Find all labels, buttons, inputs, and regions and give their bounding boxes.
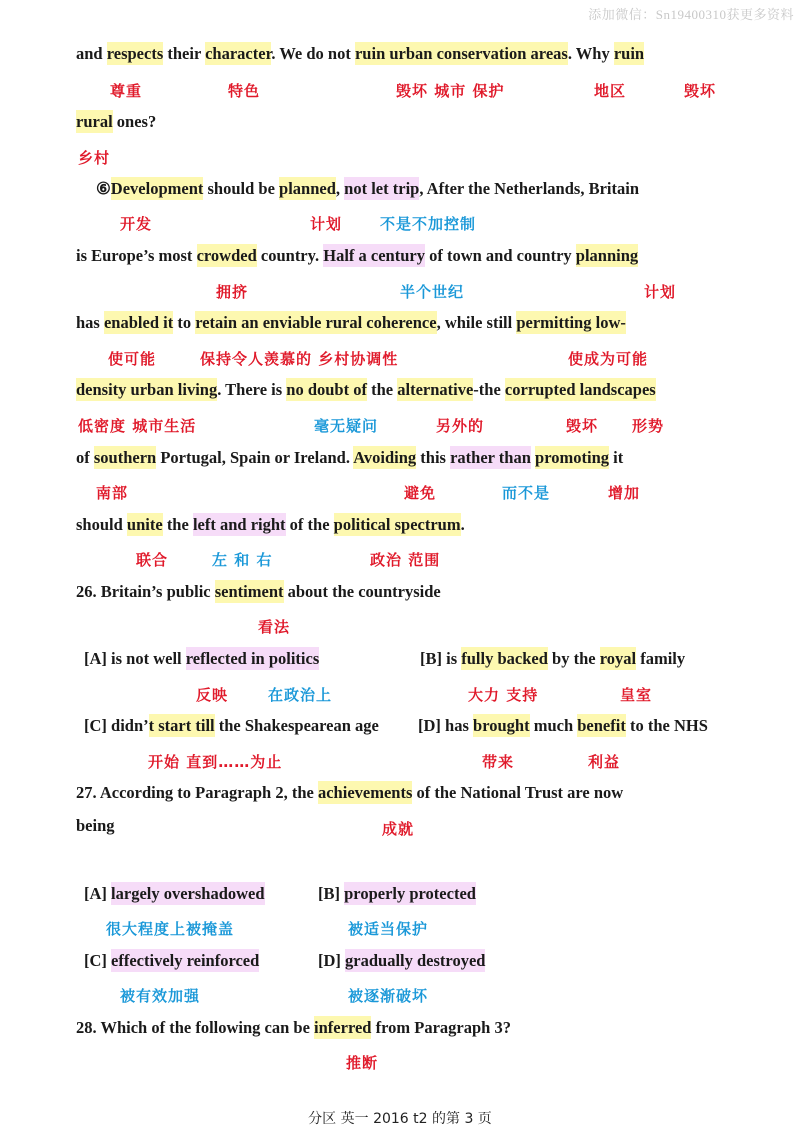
- annotation: 尊重: [110, 82, 143, 100]
- annotation: 很大程度上被掩盖: [106, 920, 235, 938]
- annotation: 计划: [310, 215, 343, 233]
- annotation: 地区: [594, 82, 627, 100]
- annotation: 开始 直到……为止: [148, 753, 283, 771]
- annotation: 被有效加强: [120, 987, 201, 1005]
- q27-option-a[interactable]: [A] largely overshadowed: [84, 884, 265, 903]
- annotation: 不是不加控制: [380, 215, 477, 233]
- annotation: 在政治上: [268, 686, 333, 704]
- annotation: 左 和 右: [212, 551, 273, 569]
- passage-line-5: has enabled it to retain an enviable rural coherence, while still permitting low-: [76, 313, 626, 332]
- annotation: 形势: [632, 417, 665, 435]
- annotation: 计划: [644, 283, 677, 301]
- annotation: 低密度 城市生活: [78, 417, 197, 435]
- annotation: 毁坏: [566, 417, 599, 435]
- annotation: 被逐渐破坏: [348, 987, 429, 1005]
- annotation: 乡村: [78, 149, 111, 167]
- annotation: 特色: [228, 82, 261, 100]
- passage-line-7: of southern Portugal, Spain or Ireland. Avoiding this rather than promoting it: [76, 448, 624, 467]
- question-27-stem-cont: being: [76, 816, 115, 835]
- annotation: 保持令人羡慕的 乡村协调性: [200, 350, 399, 368]
- q27-option-d[interactable]: [D] gradually destroyed: [318, 951, 486, 970]
- annotation: 避免: [404, 484, 437, 502]
- annotation: 使成为可能: [568, 350, 649, 368]
- passage-line-4: is Europe’s most crowded country. Half a century of town and country planning: [76, 246, 639, 265]
- q27-option-b[interactable]: [B] properly protected: [318, 884, 476, 903]
- annotation: 毁坏 城市 保护: [396, 82, 505, 100]
- annotation: 毫无疑问: [314, 417, 379, 435]
- annotation: 使可能: [108, 350, 157, 368]
- annotation: 大力 支持: [468, 686, 539, 704]
- annotation: 另外的: [436, 417, 485, 435]
- passage-line-2: rural ones?: [76, 112, 157, 131]
- annotation: 毁坏: [684, 82, 717, 100]
- annotation: 半个世纪: [400, 283, 465, 301]
- annotation: 增加: [608, 484, 641, 502]
- annotation: 开发: [120, 215, 153, 233]
- annotation: 看法: [258, 618, 291, 636]
- q26-option-d[interactable]: [D] has brought much benefit to the NHS: [418, 716, 708, 735]
- question-26-stem: 26. Britain’s public sentiment about the countryside: [76, 582, 441, 601]
- watermark: 添加微信：Sn19400310获更多资料: [588, 7, 794, 22]
- annotation: 政治 范围: [370, 551, 441, 569]
- question-28-stem: 28. Which of the following can be inferred from Paragraph 3?: [76, 1018, 511, 1037]
- annotation: 成就: [382, 820, 415, 838]
- q27-option-c[interactable]: [C] effectively reinforced: [84, 951, 260, 970]
- annotation: 皇室: [620, 686, 653, 704]
- page-footer: 分区 英一 2016 t2 的第 3 页: [308, 1111, 492, 1127]
- annotation: 南部: [96, 484, 129, 502]
- annotation: 推断: [346, 1054, 379, 1072]
- question-27-stem: 27. According to Paragraph 2, the achievements of the National Trust are now: [76, 783, 624, 802]
- annotation: 利益: [588, 753, 621, 771]
- passage-line-1: and respects their character. We do not ruin urban conservation areas. Why ruin: [76, 44, 645, 63]
- annotation: 反映: [196, 686, 229, 704]
- q26-option-b[interactable]: [B] is fully backed by the royal family: [420, 649, 686, 668]
- passage-line-6: density urban living. There is no doubt of the alternative-the corrupted landscapes: [76, 380, 656, 399]
- annotation: 拥挤: [216, 283, 249, 301]
- annotation: 被适当保护: [348, 920, 429, 938]
- passage-line-3: ⑥Development should be planned, not let trip, After the Netherlands, Britain: [96, 179, 640, 198]
- annotation: 联合: [136, 551, 169, 569]
- q26-option-a[interactable]: [A] is not well reflected in politics: [84, 649, 320, 668]
- annotation: 带来: [482, 753, 515, 771]
- passage-line-8: should unite the left and right of the political spectrum.: [76, 515, 465, 534]
- q26-option-c[interactable]: [C] didn’t start till the Shakespearean age: [84, 716, 379, 735]
- annotation: 而不是: [502, 484, 551, 502]
